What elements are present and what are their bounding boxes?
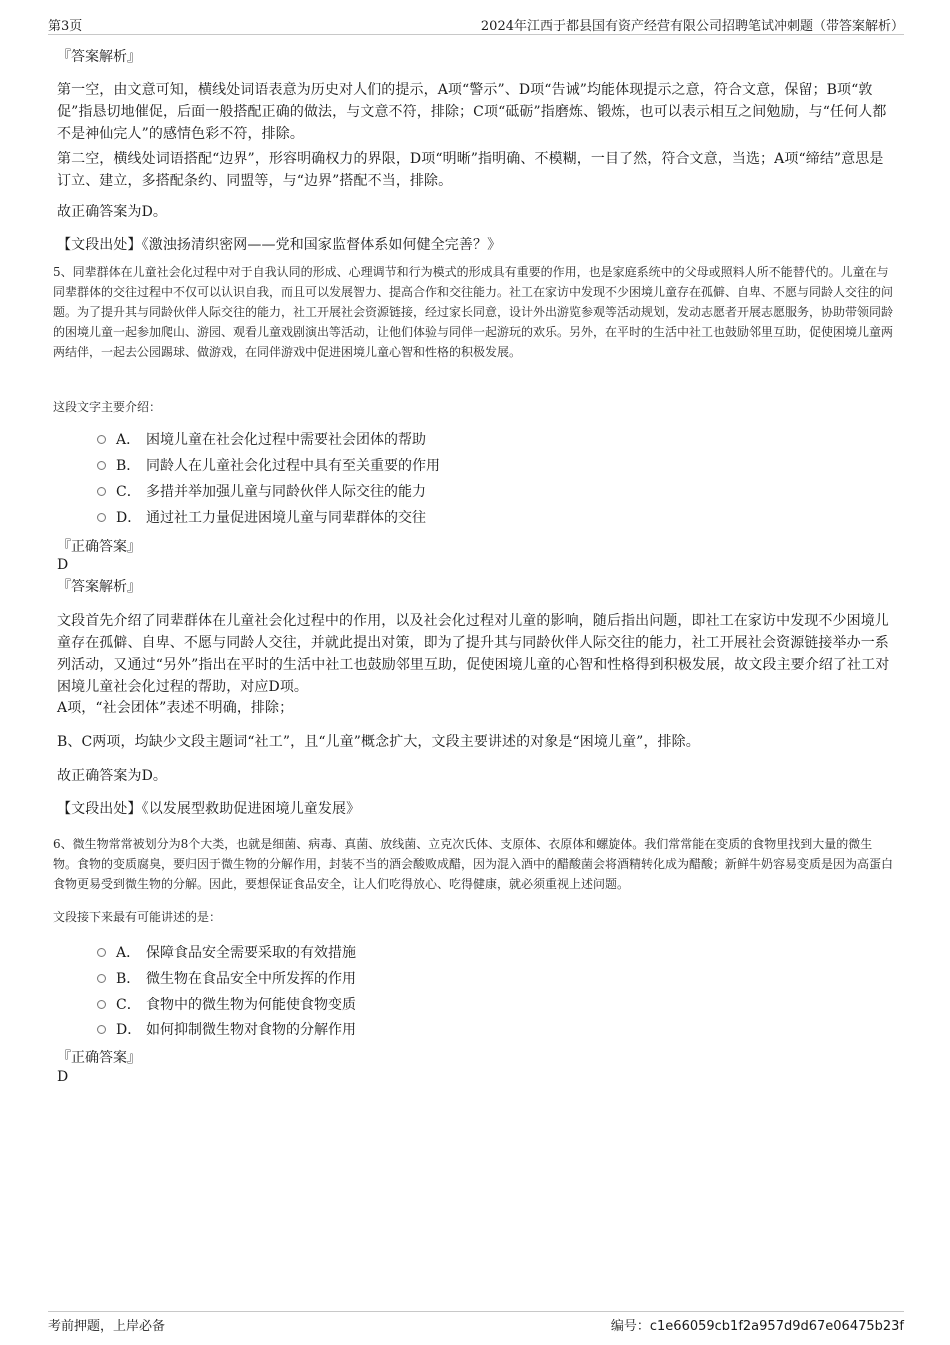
option-letter: B．: [116, 458, 141, 474]
option-letter: C．: [116, 484, 141, 500]
code-label: 编号：: [610, 1319, 650, 1334]
option-text: 食物中的微生物为何能使食物变质: [146, 997, 356, 1013]
option-c[interactable]: [97, 482, 426, 502]
option-d[interactable]: [97, 1020, 356, 1040]
option-a[interactable]: [97, 430, 426, 450]
option-text: 如何抑制微生物对食物的分解作用: [146, 1022, 356, 1038]
radio-button[interactable]: [97, 487, 106, 496]
analysis-paragraph: A项，“社会团体”表述不明确，排除；: [57, 700, 294, 716]
code-value: c1e66059cb1f2a957d9d67e06475b23f: [649, 1319, 904, 1334]
analysis-paragraph: 第一空，由文意可知，横线处词语表意为历史对人们的提示，A项“警示”、D项“告诫”均能体现提示之意，符合文意，保留；B项“敦促”指恳切地催促，后面一般搭配正确的做法，与文意不符，排除；C项“砥砺”指磨炼、锻炼，也可以表示相互之间勉励，与“任何人都不是神仙完人”的感情色彩不符，排除。: [57, 82, 887, 142]
correct-answer-label: 『正确答案』: [57, 539, 141, 555]
radio-button[interactable]: [97, 513, 106, 522]
option-text: 保障食品安全需要采取的有效措施: [146, 945, 356, 961]
radio-button[interactable]: [97, 435, 106, 444]
question-stem: 6、微生物常常被划分为8个大类，也就是细菌、病毒、真菌、放线菌、立克次氏体、支原体、衣原体和螺旋体。我们常常能在变质的食物里找到大量的微生物。食物的变质腐臭，要归因于微生物的分解作用，封装不当的酒会酸败成醋，因为混入酒中的醋酸菌会将酒精转化成为醋酸；新鲜牛奶容易变质是因为高蛋白食物更易受到微生物的分解。因此，要想保证食品安全，让人们吃得放心、吃得健康，就必须重视上述问题。: [53, 837, 894, 891]
option-letter: B．: [116, 971, 141, 987]
document-code: [611, 1315, 904, 1334]
option-letter: A．: [116, 945, 141, 961]
question-prompt: 这段文字主要介绍：: [53, 400, 162, 414]
option-text: 通过社工力量促进困境儿童与同辈群体的交往: [146, 510, 426, 526]
source-citation: 【文段出处】《激浊扬清织密网——党和国家监督体系如何健全完善？》: [57, 237, 502, 253]
option-text: 微生物在食品安全中所发挥的作用: [146, 971, 356, 987]
question-stem: 5、同辈群体在儿童社会化过程中对于自我认同的形成、心理调节和行为模式的形成具有重要的作用，也是家庭系统中的父母或照料人所不能替代的。儿童在与同辈群体的交往过程中不仅可以认识自我，而且可以发展智力、提高合作和交往能力。社工在家访中发现不少困境儿童存在孤僻、自卑、不愿与同龄人交往的问题。为了提升其与同龄伙伴人际交往的能力，社工开展社会资源链接，经过家长同意，设计外出游览参观等活动规划，发动志愿者开展志愿服务，协助带领同龄的困境儿童一起参加爬山、游园、观看儿童戏剧演出等活动，让他们体验与同伴一起游玩的欢乐。另外，在平时的生活中社工也鼓励邻里互助，促使困境儿童两两结伴，一起去公园踢球、做游戏，在同伴游戏中促进困境儿童心智和性格的积极发展。: [53, 265, 894, 359]
option-letter: C．: [116, 997, 141, 1013]
correct-answer: D: [57, 557, 69, 573]
analysis-paragraph: 文段首先介绍了同辈群体在儿童社会化过程中的作用，以及社会化过程对儿童的影响，随后指出问题，即社工在家访中发现不少困境儿童存在孤僻、自卑、不愿与同龄人交往，并就此提出对策，即为了提升其与同龄伙伴人际交往的能力，社工开展社会资源链接举办一系列活动，又通过“另外”指出在平时的生活中社工也鼓励邻里互助，促使困境儿童的心智和性格得到积极发展，故文段主要介绍了社工对困境儿童社会化过程的帮助，对应D项。: [57, 613, 890, 695]
source-citation: 【文段出处】《以发展型救助促进困境儿童发展》: [57, 801, 361, 817]
option-letter: D．: [116, 510, 142, 526]
correct-answer: D: [57, 1069, 69, 1085]
option-text: 困境儿童在社会化过程中需要社会团体的帮助: [146, 432, 426, 448]
page-header: [48, 14, 904, 35]
option-b[interactable]: [97, 456, 440, 476]
question-prompt: 文段接下来最有可能讲述的是：: [53, 910, 222, 924]
radio-button[interactable]: [97, 974, 106, 983]
radio-button[interactable]: [97, 1025, 106, 1034]
page-number: 第3页: [48, 19, 83, 34]
option-c[interactable]: [97, 995, 356, 1015]
option-d[interactable]: [97, 508, 426, 528]
answer-analysis-label: 『答案解析』: [57, 579, 141, 595]
document-title: 2024年江西于都县国有资产经营有限公司招聘笔试冲刺题（带答案解析）: [480, 19, 904, 34]
analysis-paragraph: 第二空，横线处词语搭配“边界”，形容明确权力的界限，D项“明晰”指明确、不模糊，一目了然，符合文意，当选；A项“缔结”意思是订立、建立，多搭配条约、同盟等，与“边界”搭配不当，排除。: [57, 151, 884, 189]
footer-slogan: 考前押题，上岸必备: [48, 1319, 166, 1334]
radio-button[interactable]: [97, 948, 106, 957]
radio-button[interactable]: [97, 1000, 106, 1009]
option-a[interactable]: [97, 943, 356, 963]
option-text: 多措并举加强儿童与同龄伙伴人际交往的能力: [146, 484, 426, 500]
page-footer: [48, 1311, 904, 1334]
option-b[interactable]: [97, 969, 356, 989]
radio-button[interactable]: [97, 461, 106, 470]
answer-analysis-label: 『答案解析』: [57, 49, 141, 65]
answer-conclusion: 故正确答案为D。: [57, 768, 168, 784]
option-text: 同龄人在儿童社会化过程中具有至关重要的作用: [146, 458, 440, 474]
answer-conclusion: 故正确答案为D。: [57, 204, 168, 220]
correct-answer-label: 『正确答案』: [57, 1050, 141, 1066]
option-letter: A．: [116, 432, 141, 448]
analysis-paragraph: B、C两项，均缺少文段主题词“社工”，且“儿童”概念扩大，文段主要讲述的对象是“困境儿童”，排除。: [57, 734, 700, 750]
option-letter: D．: [116, 1022, 142, 1038]
